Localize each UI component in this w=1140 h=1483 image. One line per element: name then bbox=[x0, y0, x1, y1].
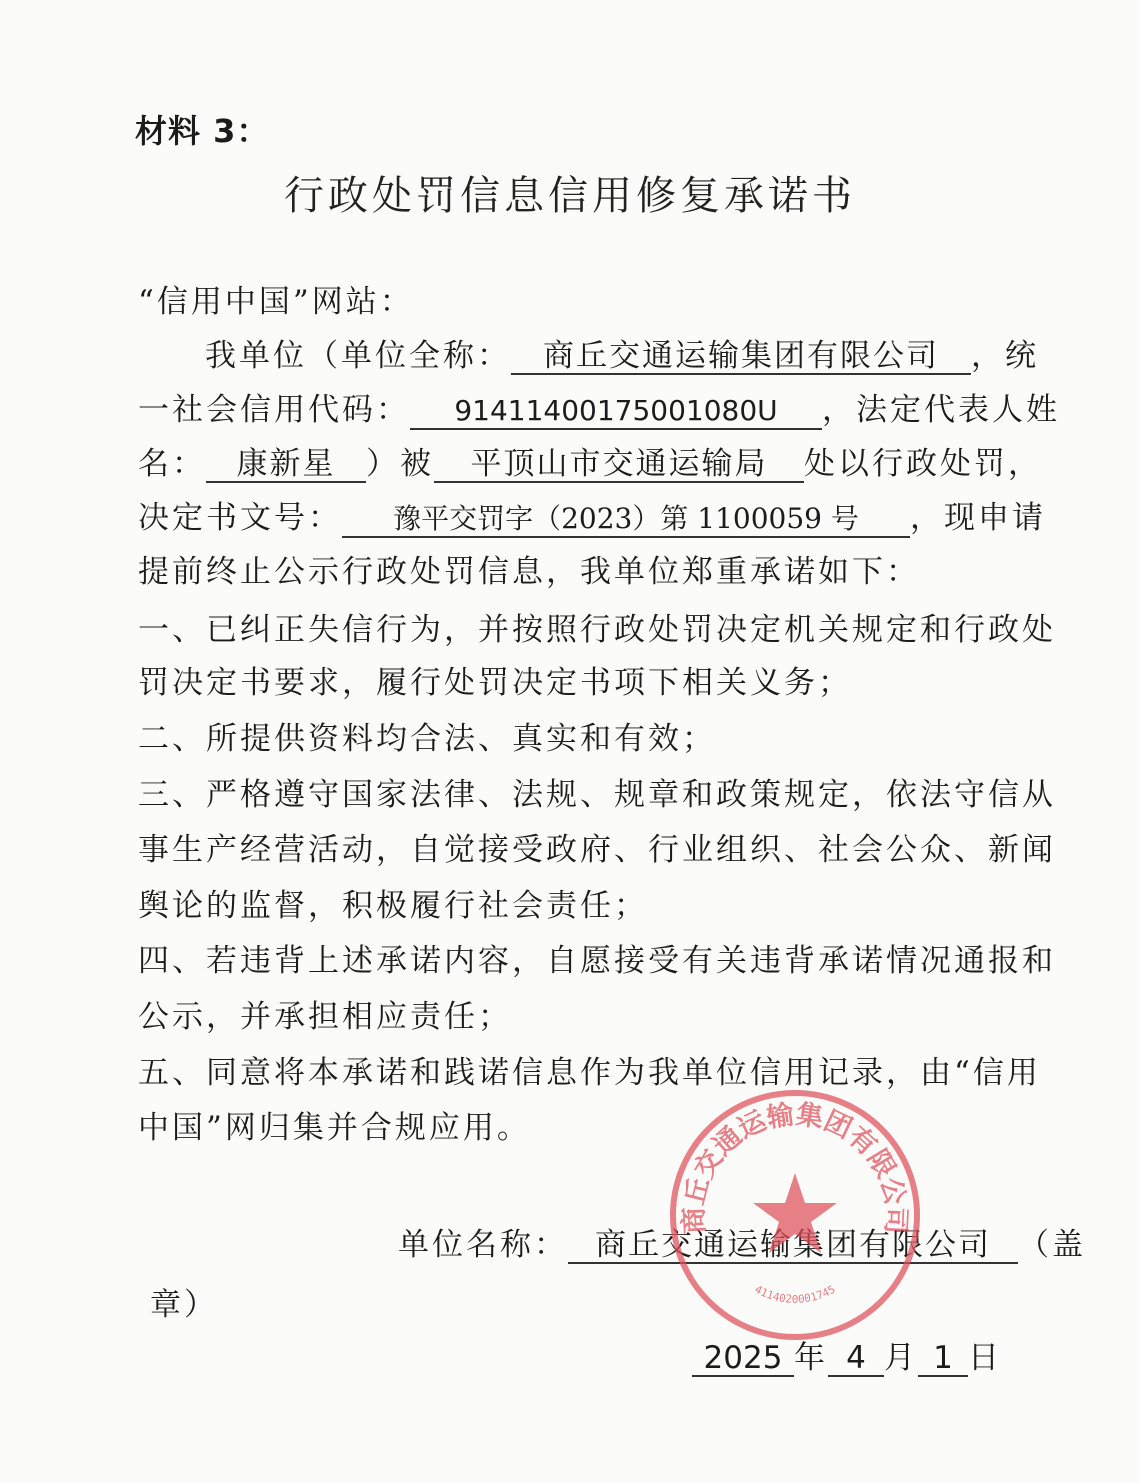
intro-line-3 bbox=[138, 444, 1068, 484]
intro-line-4 bbox=[138, 498, 1068, 538]
authority-field: 平顶山市交通运输局 bbox=[434, 447, 804, 483]
intro-text: ，法定代表人姓 bbox=[822, 392, 1060, 428]
document-title: 行政处罚信息信用修复承诺书 bbox=[284, 173, 856, 219]
promise-line: 中国”网归集并合规应用。 bbox=[138, 1110, 531, 1146]
promise-line: 五、同意将本承诺和践诺信息作为我单位信用记录，由“信用 bbox=[138, 1055, 1041, 1091]
seal-code-text: 4114020001745 bbox=[752, 1282, 838, 1306]
promise-line: 二、所提供资料均合法、真实和有效； bbox=[138, 721, 716, 757]
signature-label: 单位名称： bbox=[398, 1227, 568, 1263]
promise-line: 事生产经营活动，自觉接受政府、行业组织、社会公众、新闻 bbox=[138, 832, 1056, 868]
intro-line-5: 提前终止公示行政处罚信息，我单位郑重承诺如下： bbox=[138, 554, 920, 590]
seal-note-continued: 章） bbox=[150, 1287, 218, 1323]
legal-rep-field: 康新星 bbox=[206, 447, 366, 483]
year-unit: 年 bbox=[794, 1340, 828, 1376]
promise-line: 三、严格遵守国家法律、法规、规章和政策规定，依法守信从 bbox=[138, 777, 1056, 813]
intro-text: 决定书文号： bbox=[138, 500, 342, 536]
intro-line-2 bbox=[138, 390, 1068, 430]
company-seal-stamp bbox=[665, 1085, 925, 1345]
promise-line: 舆论的监督，积极履行社会责任； bbox=[138, 888, 648, 924]
intro-text: ）被 bbox=[366, 446, 434, 482]
intro-text: 我单位（单位全称： bbox=[205, 338, 511, 374]
month-unit: 月 bbox=[884, 1340, 918, 1376]
credit-code-field: 91411400175001080U bbox=[410, 394, 822, 430]
company-name-field: 商丘交通运输集团有限公司 bbox=[511, 339, 971, 375]
intro-text: 处以行政处罚， bbox=[804, 446, 1042, 482]
salutation: “信用中国”网站： bbox=[138, 284, 414, 320]
promise-line: 罚决定书要求，履行处罚决定书项下相关义务； bbox=[138, 665, 852, 701]
intro-text: ，现申请 bbox=[910, 500, 1046, 536]
intro-text: ，统 bbox=[971, 338, 1039, 374]
material-label: 材料 3： bbox=[135, 112, 270, 150]
intro-text: 一社会信用代码： bbox=[138, 392, 410, 428]
promise-line: 公示，并承担相应责任； bbox=[138, 999, 512, 1035]
signature-company-field: 商丘交通运输集团有限公司 bbox=[568, 1228, 1018, 1264]
seal-note: （盖 bbox=[1018, 1227, 1086, 1263]
intro-line-1 bbox=[205, 336, 1067, 376]
decision-number-field: 豫平交罚字（2023）第 1100059 号 bbox=[342, 502, 910, 538]
promise-line: 一、已纠正失信行为，并按照行政处罚决定机关规定和行政处 bbox=[138, 612, 1056, 648]
promise-line: 四、若违背上述承诺内容，自愿接受有关违背承诺情况通报和 bbox=[138, 943, 1056, 979]
date-day: 1 bbox=[918, 1341, 968, 1377]
intro-text: 名： bbox=[138, 446, 206, 482]
seal-star-icon bbox=[753, 1173, 837, 1253]
seal-arc-text: 商丘交通运输集团有限公司 bbox=[678, 1099, 912, 1235]
day-unit: 日 bbox=[968, 1340, 1002, 1376]
date-year: 2025 bbox=[692, 1341, 794, 1377]
date-month: 4 bbox=[828, 1341, 884, 1377]
